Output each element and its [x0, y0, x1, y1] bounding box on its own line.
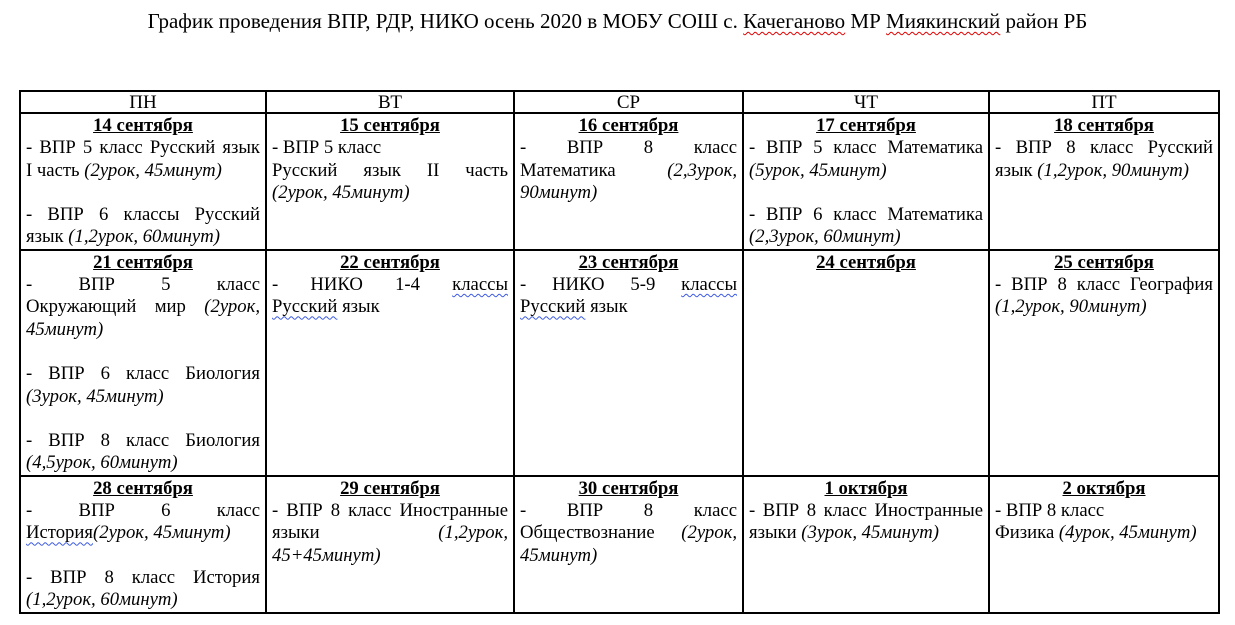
text-segment: - ВПР 5 класс Русский язык: [26, 137, 260, 159]
text-segment: - ВПР 8 класс География: [995, 274, 1213, 296]
schedule-cell-r2c5: [989, 250, 1219, 476]
cell-line: [26, 226, 260, 248]
schedule-cell-r3c3: [514, 476, 743, 613]
schedule-cell-r1c2: [266, 113, 514, 250]
week-row-3: [20, 476, 1219, 613]
text-segment: язык: [337, 296, 380, 318]
cell-line: [272, 182, 508, 204]
text-segment: - ВПР 5 класс Математика: [749, 137, 983, 159]
cell-date: 24 сентября: [816, 251, 916, 273]
cell-line: [749, 137, 983, 159]
text-segment: - ВПР 8 класс История: [26, 566, 260, 588]
text-segment: (3урок, 45минут): [801, 522, 939, 544]
text-segment: - ВПР 8 класс: [520, 500, 737, 522]
cell-date: 25 сентября: [1054, 251, 1154, 273]
column-header-5: ПТ: [989, 91, 1219, 113]
schedule-cell-r1c3: [514, 113, 743, 250]
text-segment: Математика: [520, 159, 668, 181]
text-segment: (2урок, 45минут): [93, 522, 231, 544]
cell-line: [26, 452, 260, 474]
text-segment: - ВПР 8 класс Иностранные: [272, 500, 508, 522]
text-segment: 45+45минут): [272, 544, 381, 566]
text-segment: - НИКО 1-4: [272, 274, 453, 296]
cell-line: [995, 160, 1213, 182]
cell-line: [272, 545, 508, 567]
cell-line: [272, 137, 508, 159]
column-header-1: ПН: [20, 91, 266, 113]
cell-line: [520, 500, 737, 522]
text-segment: - ВПР 8 класс: [995, 500, 1105, 522]
cell-line: [995, 137, 1213, 159]
cell-line: [749, 226, 983, 248]
cell-line: [749, 500, 983, 522]
text-segment: 45минут): [26, 318, 104, 340]
text-segment: - ВПР 8 класс Русский: [995, 137, 1213, 159]
cell-date: 15 сентября: [340, 115, 440, 136]
text-segment: - ВПР 5 класс: [26, 274, 260, 296]
title-text: МР: [845, 9, 887, 33]
cell-line: [272, 274, 508, 296]
week-row-1: [20, 113, 1219, 250]
cell-date: 23 сентября: [578, 251, 679, 273]
text-segment: (4урок, 45минут): [1058, 522, 1197, 544]
cell-line: [995, 296, 1213, 318]
misspelled-text: История: [26, 522, 93, 544]
text-segment: - ВПР 8 класс Иностранные: [749, 500, 983, 522]
cell-line: [26, 137, 260, 159]
schedule-table: [19, 90, 1220, 614]
weekday-header-row: [20, 91, 1219, 113]
cell-line: [995, 274, 1213, 296]
text-segment: 90минут): [520, 181, 598, 203]
schedule-cell-r3c5: [989, 476, 1219, 613]
cell-date: 17 сентября: [816, 115, 916, 136]
text-segment: языки: [272, 522, 439, 544]
text-segment: - ВПР 8 класс Биология: [26, 430, 260, 452]
text-segment: I часть: [26, 159, 85, 181]
cell-line: [26, 386, 260, 408]
cell-line: [26, 567, 260, 589]
cell-date: 29 сентября: [340, 477, 440, 499]
text-segment: Физика: [995, 522, 1059, 544]
cell-line: [272, 500, 508, 522]
cell-line: [520, 160, 737, 182]
text-segment: Русский язык II часть: [272, 159, 508, 181]
text-segment: язык: [26, 226, 69, 248]
text-segment: язык: [995, 159, 1038, 181]
text-segment: (4,5урок, 60минут): [26, 452, 178, 474]
column-header-2: ВТ: [266, 91, 514, 113]
cell-line: [520, 274, 737, 296]
text-segment: (2урок,: [204, 296, 260, 318]
cell-date: 1 октября: [824, 477, 908, 499]
cell-line: [995, 522, 1213, 544]
cell-line: [520, 137, 737, 159]
cell-line: [749, 204, 983, 226]
cell-line: [520, 545, 737, 567]
cell-date: 30 сентября: [578, 477, 679, 499]
schedule-cell-r3c4: [743, 476, 989, 613]
text-segment: язык: [585, 296, 628, 318]
cell-line: [749, 522, 983, 544]
text-segment: языки: [749, 522, 802, 544]
cell-line: [26, 160, 260, 182]
cell-date: 14 сентября: [93, 115, 193, 136]
text-segment: (3урок, 45минут): [26, 385, 164, 407]
week-row-2: [20, 250, 1219, 476]
cell-line: [26, 589, 260, 611]
misspelled-text: классы: [681, 274, 737, 296]
misspelled-text: Русский: [272, 296, 338, 318]
text-segment: - НИКО 5-9: [520, 274, 682, 296]
text-segment: (2урок,: [681, 522, 737, 544]
cell-line: [26, 296, 260, 318]
column-header-3: СР: [514, 91, 743, 113]
text-segment: - ВПР 5 класс: [272, 137, 382, 159]
misspelled-text: классы: [452, 274, 508, 296]
text-segment: (2урок, 45минут): [272, 181, 410, 203]
cell-line: [272, 296, 508, 318]
text-segment: - ВПР 6 класс: [26, 500, 260, 522]
cell-line: [26, 204, 260, 226]
title-text: район РБ: [1000, 9, 1088, 33]
text-segment: (2,3урок,: [667, 159, 737, 181]
cell-line: [749, 160, 983, 182]
cell-line: [26, 500, 260, 522]
text-segment: - ВПР 6 классы Русский: [26, 204, 260, 226]
text-segment: (1,2урок, 60минут): [26, 589, 178, 611]
schedule-cell-r2c2: [266, 250, 514, 476]
cell-line: [520, 182, 737, 204]
text-segment: Окружающий мир: [26, 296, 205, 318]
text-segment: (2,3урок, 60минут): [749, 226, 901, 248]
cell-line: [26, 274, 260, 296]
cell-line: [26, 363, 260, 385]
schedule-cell-r2c3: [514, 250, 743, 476]
text-segment: Обществознание: [520, 522, 682, 544]
cell-line: [26, 430, 260, 452]
misspelled-text: Русский: [520, 296, 586, 318]
text-segment: (1,2урок, 90минут): [1037, 159, 1189, 181]
schedule-cell-r1c1: [20, 113, 266, 250]
cell-line: [272, 522, 508, 544]
text-segment: (1,2урок, 60минут): [68, 226, 220, 248]
title-text: График проведения ВПР, РДР, НИКО осень 2020 в МОБУ СОШ с.: [147, 9, 744, 33]
cell-line: [26, 522, 260, 544]
schedule-cell-r1c5: [989, 113, 1219, 250]
cell-date: 16 сентября: [578, 115, 679, 136]
misspelled-text: Качеганово: [743, 9, 846, 33]
text-segment: 45минут): [520, 544, 598, 566]
column-header-4: ЧТ: [743, 91, 989, 113]
cell-date: 18 сентября: [1054, 115, 1154, 136]
cell-date: 2 октября: [1062, 477, 1146, 499]
cell-date: 21 сентября: [93, 251, 193, 273]
schedule-cell-r3c2: [266, 476, 514, 613]
text-segment: (2урок, 45минут): [84, 159, 222, 181]
cell-date: 22 сентября: [340, 251, 440, 273]
cell-line: [26, 319, 260, 341]
cell-line: [520, 522, 737, 544]
misspelled-text: Миякинский: [886, 9, 1001, 33]
cell-line: [995, 500, 1213, 522]
document-title: [0, 9, 1235, 33]
schedule-cell-r2c4: [743, 250, 989, 476]
text-segment: - ВПР 6 класс Биология: [26, 363, 260, 385]
schedule-cell-r1c4: [743, 113, 989, 250]
cell-line: [272, 160, 508, 182]
cell-date: 28 сентября: [93, 477, 193, 499]
schedule-cell-r2c1: [20, 250, 266, 476]
text-segment: (1,2урок,: [438, 522, 508, 544]
cell-line: [520, 296, 737, 318]
text-segment: (5урок, 45минут): [749, 159, 887, 181]
text-segment: - ВПР 8 класс: [520, 137, 737, 159]
schedule-cell-r3c1: [20, 476, 266, 613]
text-segment: (1,2урок, 90минут): [995, 296, 1147, 318]
text-segment: - ВПР 6 класс Математика: [749, 204, 983, 226]
